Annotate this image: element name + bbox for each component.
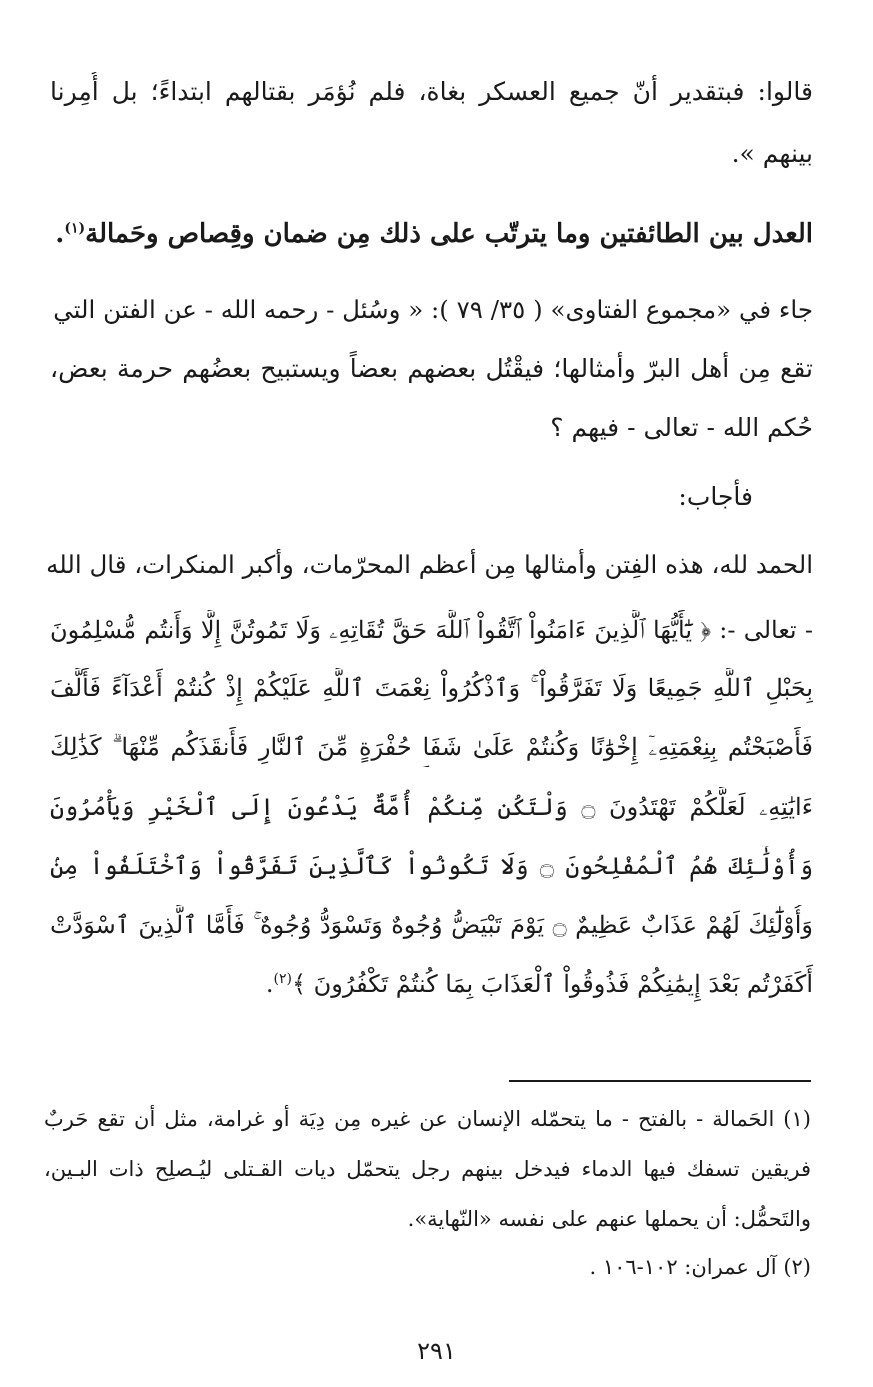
footnote-marker-1: (١) xyxy=(64,220,86,237)
page-number: ٢٩١ xyxy=(417,1337,456,1365)
verse-line-2: بِحَبْلِ ٱللَّهِ جَمِيعًا وَلَا تَفَرَّقُواْ ۚ وَٱذْكُرُواْ نِعْمَتَ ٱللَّهِ عَلَيْكُمْ إِذْ كُنتُمْ أَعْدَآءً فَأَلَّفَ xyxy=(50,674,813,702)
footnote-1-line-1: (١) الحَمالة - بالفتح - ما يتحمّله الإنسان عن غيره مِن دِيَة أو غرامة، مثل أن تقع حَربٌ xyxy=(44,1107,811,1131)
paragraph-3-line-1: الحمد لله، هذه الفِتن وأمثالها مِن أعظم المحرّمات، وأكبر المنكرات، قال الله xyxy=(46,550,813,579)
answer-label: فأجاب: xyxy=(678,482,753,511)
paragraph-2-line-2: تقع مِن أهل البرّ وأمثالها؛ فيقْتُل بعضهم بعضاً ويستبيح بعضُهم حرمة بعض، xyxy=(50,354,813,383)
footnote-marker-2: (٢) xyxy=(273,971,292,987)
paragraph-2-line-3: حُكم الله - تعالى - فيهم ؟ xyxy=(550,413,813,442)
section-heading xyxy=(55,214,813,254)
footnote-1-line-2: فريقين تسفك فيها الدماء فيدخل بينهم رجل يتحمّل ديات القـتلى ليُـصلِح ذات البـين، xyxy=(44,1157,811,1181)
footnote-1-line-3: والتَحمُّل: أن يحملها عنهم على نفسه «النّهاية». xyxy=(407,1207,811,1231)
footnote-separator xyxy=(509,1080,811,1082)
verse-line-1: - تعالى -: ﴿ يَٰٓأَيُّهَا ٱلَّذِينَ ءَامَنُواْ ٱتَّقُواْ ٱللَّهَ حَقَّ تُقَاتِهِۦ وَلَا تَمُوتُنَّ إِلَّا وَأَنتُم مُّسْلِمُونَ xyxy=(50,616,813,644)
footnote-2: (٢) آل عمران: ١٠٢-١٠٦ . xyxy=(589,1255,811,1279)
section-heading-end: . xyxy=(55,219,65,249)
paragraph-1-line-2: بينهم ». xyxy=(731,139,813,168)
verse-line-7-end: . xyxy=(265,970,274,998)
verse-line-7-text: أَكَفَرْتُم بَعْدَ إِيمَٰنِكُمْ فَذُوقُواْ ٱلْعَذَابَ بِمَا كُنتُمْ تَكْفُرُونَ ﴾ xyxy=(291,970,813,998)
section-heading-text: العدل بين الطائفتين وما يترتّب على ذلك مِن ضمان وقِصاص وحَمالة xyxy=(85,219,813,249)
paragraph-2-line-1: جاء في «مجموع الفتاوى» ( ٣٥/ ٧٩ ): « وسُئل - رحمه الله - عن الفتن التي xyxy=(53,295,813,324)
verse-line-4: ءَايَٰتِهِۦ لَعَلَّكُمْ تَهْتَدُونَ ۝ وَلْتَكُن مِّنكُمْ أُمَّةٌ يَدْعُونَ إِلَى ٱلْخَيْرِ وَيَأْمُرُونَ xyxy=(50,793,813,821)
verse-line-6: وَأُوْلَٰٓئِكَ لَهُمْ عَذَابٌ عَظِيمٌ ۝ يَوْمَ تَبْيَضُّ وُجُوهٌ وَتَسْوَدُّ وُجُوهٌ ۚ فَأَمَّا ٱلَّذِينَ ٱسْوَدَّتْ xyxy=(50,911,813,939)
verse-line-3: فَأَصْبَحْتُم بِنِعْمَتِهِۦٓ إِخْوَٰنًا وَكُنتُمْ عَلَىٰ شَفَا حُفْرَةٍ مِّنَ ٱلنَّارِ فَأَنقَذَكُم مِّنْهَا ۗ كَذَٰلِكَ xyxy=(50,733,813,761)
paragraph-1-line-1: قالوا: فبتقدير أنّ جميع العسكر بغاة، فلم نُؤمَر بقتالهم ابتداءً؛ بل أُمِرنا xyxy=(50,77,813,106)
verse-line-5: وَأُوْلَٰٓئِكَ هُمُ ٱلْمُفْلِحُونَ ۝ وَلَا تَكُونُواْ كَٱلَّذِينَ تَفَرَّقُواْ وَٱخْتَلَفُواْ مِنۢ xyxy=(50,852,813,880)
verse-line-7 xyxy=(266,964,813,1004)
